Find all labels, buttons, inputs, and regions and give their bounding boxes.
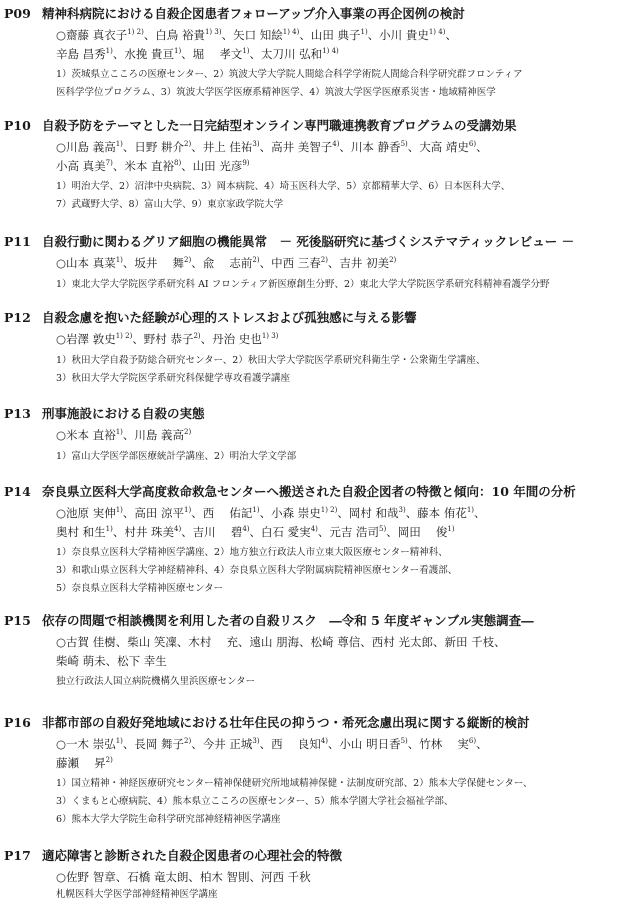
abstract-title: 自殺予防をテーマとした一日完結型オンライン専門職連携教育プログラムの受講効果	[42, 118, 517, 133]
author-line: ○川島 義高$^{1)}$、日野 耕介$^{2)}$、井上 佳祐$^{3)}$、高井 美智子$^{4)}$、川本 静香$^{5)}$、大高 靖史$^{6)}$、	[56, 140, 488, 154]
author-line: 奥村 和生$^{1)}$、村井 珠美$^{4)}$、吉川 碧$^{4)}$、白石 愛実$^{4)}$、元吉 浩司$^{5)}$、岡田 俊$^{1)}$	[56, 525, 455, 539]
affiliation-line: 独立行政法人国立病院機構久里浜医療センター	[56, 676, 256, 687]
affiliation-line: 6）熊本大学大学院生命科学研究部神経精神医学講座	[56, 814, 281, 825]
poster-code: P09	[4, 6, 31, 21]
affiliation-line: 1）奈良県立医科大学精神医学講座、2）地方独立行政法人市立東大阪医療センター精神科、	[56, 547, 448, 558]
affiliation-line: 3）くまもと心療病院、4）熊本県立こころの医療センター、5）熊本学園大学社会福祉学部、	[56, 796, 454, 807]
author-line: ○齋藤 真衣子$^{1) 2)}$、白鳥 裕貴$^{1) 3)}$、矢口 知絵$^{1) 4)}$、山田 典子$^{1)}$、小川 貴史$^{1) 4)}$、	[56, 28, 457, 42]
poster-code: P12	[4, 310, 31, 325]
abstract-title: 自殺行動に関わるグリア細胞の機能異常 － 死後脳研究に基づくシステマティックレビュー －	[42, 234, 575, 249]
author-line: ○佐野 智章、石橋 竜太朗、柏木 智則、河西 千秋	[56, 870, 311, 884]
poster-code: P17	[4, 848, 31, 863]
author-line: 柴崎 萌未、松下 幸生	[56, 654, 167, 668]
poster-code: P14	[4, 484, 31, 499]
abstract-title: 非都市部の自殺好発地域における壮年住民の抑うつ・希死念慮出現に関する縦断的検討	[42, 715, 530, 730]
author-line: 藤瀬 昇$^{2)}$	[56, 756, 113, 770]
author-line: ○岩澤 敦史$^{1) 2)}$、野村 恭子$^{2)}$、丹治 史也$^{1) 3)}$	[56, 332, 279, 346]
poster-code: P16	[4, 715, 31, 730]
author-line: ○一木 崇弘$^{1)}$、長岡 舞子$^{2)}$、今井 正城$^{3)}$、西 良知$^{4)}$、小山 明日香$^{5)}$、竹林 実$^{6)}$、	[56, 737, 488, 751]
poster-code: P11	[4, 234, 31, 249]
author-line: ○米本 直裕$^{1)}$、川島 義高$^{2)}$	[56, 428, 192, 442]
poster-code: P15	[4, 613, 31, 628]
affiliation-line: 1）茨城県立こころの医療センター、2）筑波大学大学院人間総合科学学術院人間総合科学研究群フロンティア	[56, 69, 523, 80]
affiliation-line: 3）秋田大学大学院医学系研究科保健学専攻看護学講座	[56, 373, 291, 384]
abstract-title: 刑事施設における自殺の実態	[42, 406, 205, 421]
affiliation-line: 5）奈良県立医科大学精神医療センター	[56, 583, 224, 594]
affiliation-line: 札幌医科大学医学部神経精神医学講座	[56, 889, 218, 900]
affiliation-line: 1）東北大学大学院医学系研究科 AI フロンティア新医療創生分野、2）東北大学大学院医学系研究科精神看護学分野	[56, 279, 550, 290]
affiliation-line: 1）富山大学医学部医療統計学講座、2）明治大学文学部	[56, 451, 297, 462]
affiliation-line: 医科学学位プログラム、3）筑波大学医学医療系精神医学、4）筑波大学医学医療系災害・地域精神医学	[56, 87, 496, 98]
affiliation-line: 7）武蔵野大学、8）富山大学、9）東京家政学院大学	[56, 199, 284, 210]
poster-code: P10	[4, 118, 31, 133]
abstract-title: 奈良県立医科大学高度救命救急センターへ搬送された自殺企図者の特徴と傾向：10 年間の分析	[42, 484, 576, 499]
author-line: 小高 真美$^{7)}$、米本 直裕$^{8)}$、山田 光彦$^{9)}$	[56, 159, 250, 173]
affiliation-line: 3）和歌山県立医科大学神経精神科、4）奈良県立医科大学附属病院精神医療センター看護部、	[56, 565, 458, 576]
affiliation-line: 1）秋田大学自殺予防総合研究センター、2）秋田大学大学院医学系研究科衛生学・公衆衛生学講座、	[56, 355, 486, 366]
poster-code: P13	[4, 406, 31, 421]
abstract-title: 適応障害と診断された自殺企図患者の心理社会的特徴	[42, 848, 343, 863]
author-line: ○山本 真菜$^{1)}$、坂井 舞$^{2)}$、兪 志前$^{2)}$、中西 三春$^{2)}$、吉井 初美$^{2)}$	[56, 256, 397, 270]
author-line: ○古賀 佳樹、柴山 笑凜、木村 充、遠山 朋海、松崎 尊信、西村 光太郎、新田 千枝、	[56, 635, 506, 649]
affiliation-line: 1）国立精神・神経医療研究センター精神保健研究所地域精神保健・法制度研究部、2）熊本大学保健センター、	[56, 778, 533, 789]
affiliation-line: 1）明治大学、2）沼津中央病院、3）岡本病院、4）埼玉医科大学、5）京都精華大学、6）日本医科大学、	[56, 181, 511, 192]
abstract-title: 精神科病院における自殺企図患者フォローアップ介入事業の再企図例の検討	[42, 6, 465, 21]
author-line: 辛島 昌秀$^{1)}$、水挽 貴亘$^{1)}$、堀 孝文$^{1)}$、太刀川 弘和$^{1) 4)}$	[56, 47, 339, 61]
author-line: ○池原 実伸$^{1)}$、高田 涼平$^{1)}$、西 佑記$^{1)}$、小森 崇史$^{1) 2)}$、岡村 和哉$^{3)}$、藤本 侑花$^{1)}$、	[56, 506, 486, 520]
abstract-title: 自殺念慮を抱いた経験が心理的ストレスおよび孤独感に与える影響	[42, 310, 417, 325]
abstract-title: 依存の問題で相談機関を利用した者の自殺リスク ―令和 5 年度ギャンブル実態調査―	[42, 613, 534, 628]
